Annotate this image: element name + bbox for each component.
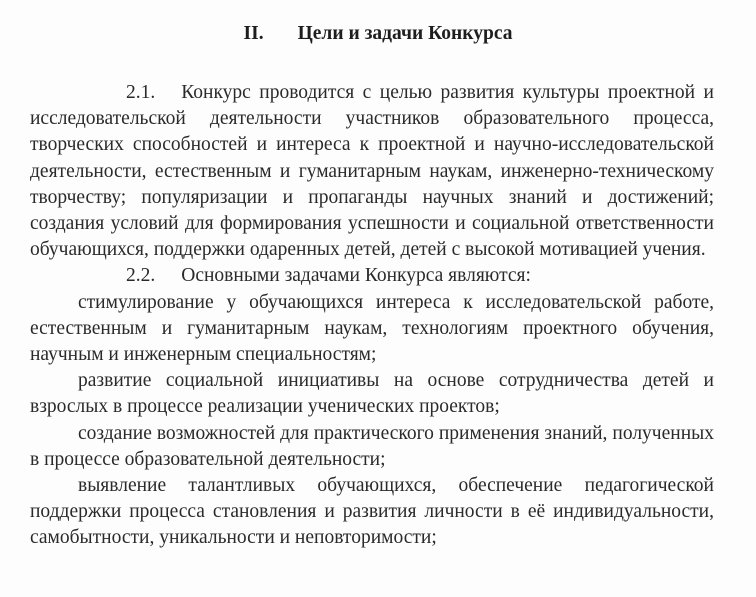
task-item: стимулирование у обучающихся интереса к исследовательской работе, естественным и гуманитарным наукам, технологиям проектного обучения, научным и инженерным специальностям; [30,291,714,366]
task-item: создание возможностей для практического применения знаний, полученных в процессе образовательной деятельности; [30,422,714,470]
document-body [30,80,714,552]
section-heading [0,22,756,46]
paragraph-2-2 [30,263,714,289]
task-item: развитие социальной инициативы на основе сотрудничества детей и взрослых в процессе реализации ученических проектов; [30,370,714,418]
paragraph-2-1 [30,80,714,263]
section-number: II. [243,23,264,44]
paragraph-text: Конкурс проводится с целью развития культуры проектной и исследовательской деятельности участников образовательного процесса, творческих способностей и интереса к проектной и научно-исследовательской деятельности, естественным и гуманитарным наукам, инженерно-техническому творчеству; популяризации и пропаганды научных знаний и достижений; создания условий для формирования успешности и социальной ответственности обучающихся, поддержки одаренных детей, детей с высокой мотивацией учения. [30,82,714,261]
paragraph-number: 2.1. [126,82,156,103]
paragraph-number: 2.2. [126,265,156,287]
task-item: выявление талантливых обучающихся, обеспечение педагогической поддержки процесса становления и развития личности в её индивидуальности, самобытности, уникальности и неповторимости; [30,475,714,549]
section-title: Цели и задачи Конкурса [297,23,513,44]
paragraph-text: Основными задачами Конкурса являются: [181,265,531,287]
